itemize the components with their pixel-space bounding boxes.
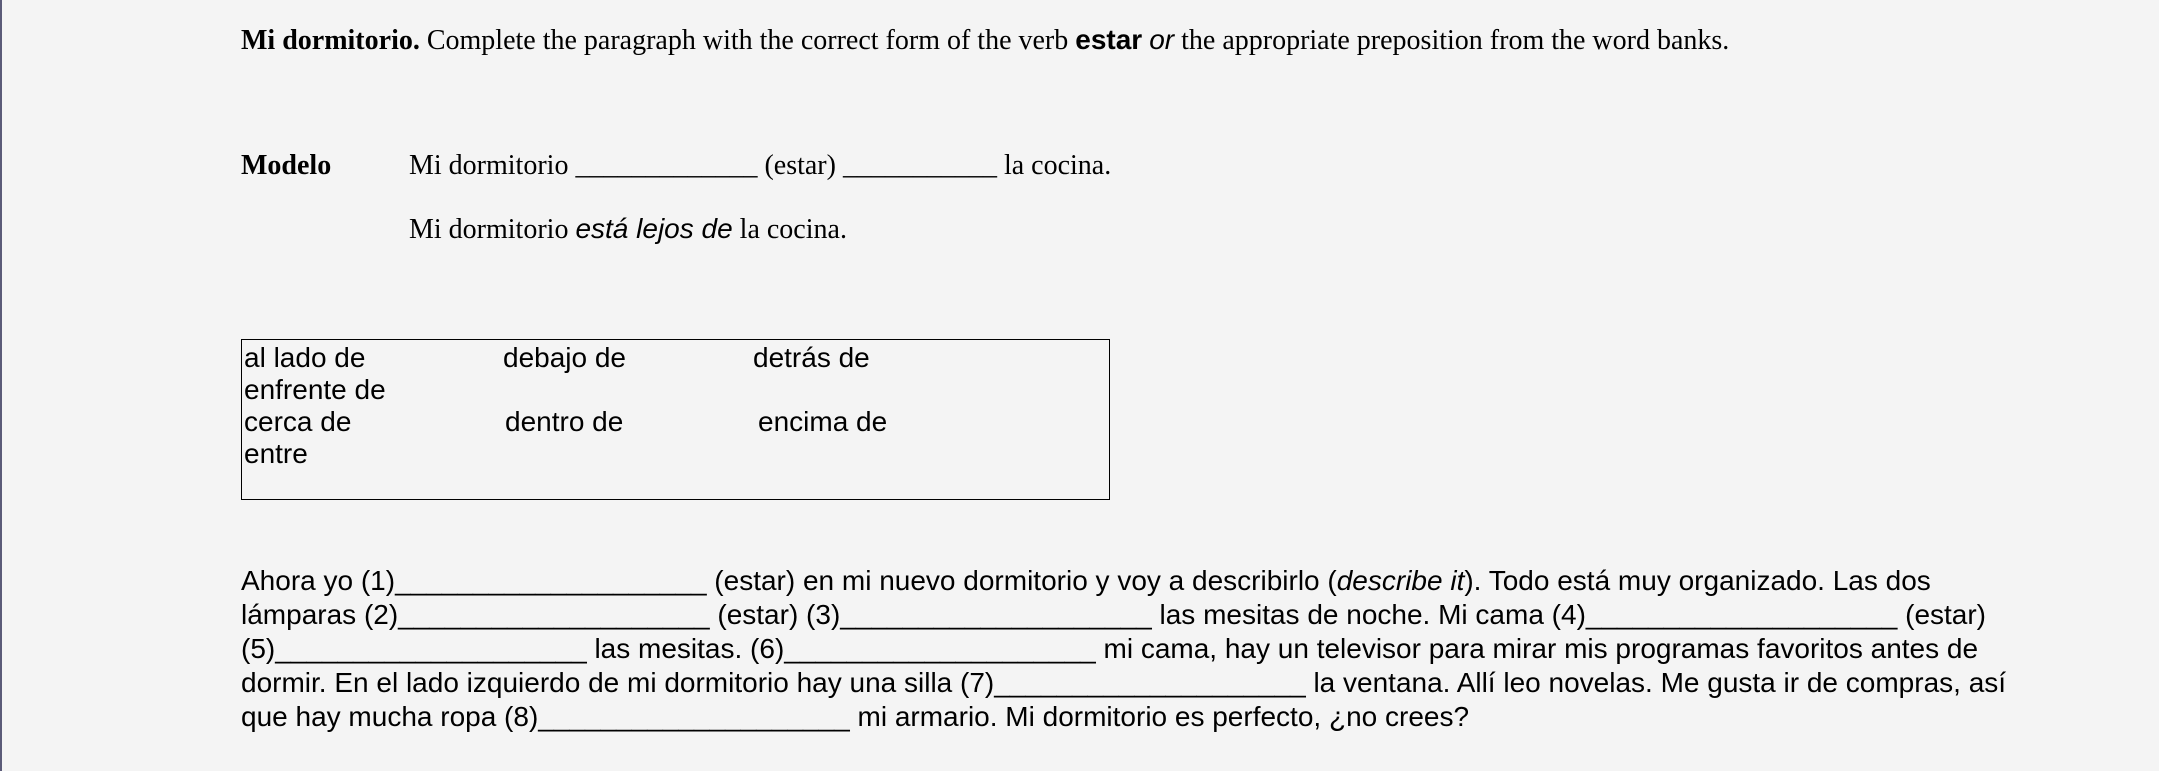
page-left-border xyxy=(0,0,2,771)
modelo-answer-suffix: la cocina. xyxy=(732,214,847,245)
paragraph-line-1-a: Ahora yo (1)____________________ (estar) en mi nuevo dormitorio y voy a describirlo ( xyxy=(241,565,1337,596)
modelo-answer xyxy=(409,209,847,250)
instructions-text-1: Complete the paragraph with the correct form of the verb xyxy=(419,25,1076,56)
activity-title: Mi dormitorio. xyxy=(241,25,420,56)
instructions-verb: estar xyxy=(1075,24,1143,55)
word-bank-item: detrás de xyxy=(753,342,870,373)
modelo-answer-prefix: Mi dormitorio xyxy=(409,214,576,245)
word-bank-item: enfrente de xyxy=(244,374,386,405)
modelo-answer-phrase: está lejos de xyxy=(575,213,733,244)
word-bank-item: debajo de xyxy=(503,342,627,373)
instructions-text-2: the appropriate preposition from the word banks. xyxy=(1174,25,1730,56)
paragraph-line-1 xyxy=(241,564,2141,598)
paragraph-line-4: dormir. En el lado izquierdo de mi dormitorio hay una silla (7)____________________ la ventana. Allí leo novelas. Me gusta ir de compras, así xyxy=(241,667,2007,698)
modelo-prompt: Mi dormitorio _____________ (estar) ___________ la cocina. xyxy=(409,150,1112,181)
paragraph-line-1-b: ). Todo está muy organizado. Las dos xyxy=(1464,565,1931,596)
word-bank xyxy=(241,339,1110,500)
paragraph-line-5: que hay mucha ropa (8)____________________ mi armario. Mi dormitorio es perfecto, ¿no crees? xyxy=(241,701,1470,732)
instructions-conjunction: or xyxy=(1149,24,1175,55)
paragraph-line-1-italic: describe it xyxy=(1336,565,1465,596)
word-bank-item: cerca de xyxy=(244,406,352,437)
word-bank-item: entre xyxy=(244,438,308,469)
instructions xyxy=(241,20,1729,61)
activity-paragraph xyxy=(241,564,2141,734)
paragraph-line-3: (5)____________________ las mesitas. (6)____________________ mi cama, hay un televisor para mirar mis programas favoritos antes de xyxy=(241,633,1979,664)
paragraph-line-2: lámparas (2)____________________ (estar) (3)____________________ las mesitas de noche. Mi cama (4)____________________ (estar) xyxy=(241,599,1987,630)
word-bank-item: al lado de xyxy=(244,342,366,373)
word-bank-item: dentro de xyxy=(505,406,624,437)
word-bank-item: encima de xyxy=(758,406,888,437)
modelo-label: Modelo xyxy=(241,150,332,181)
